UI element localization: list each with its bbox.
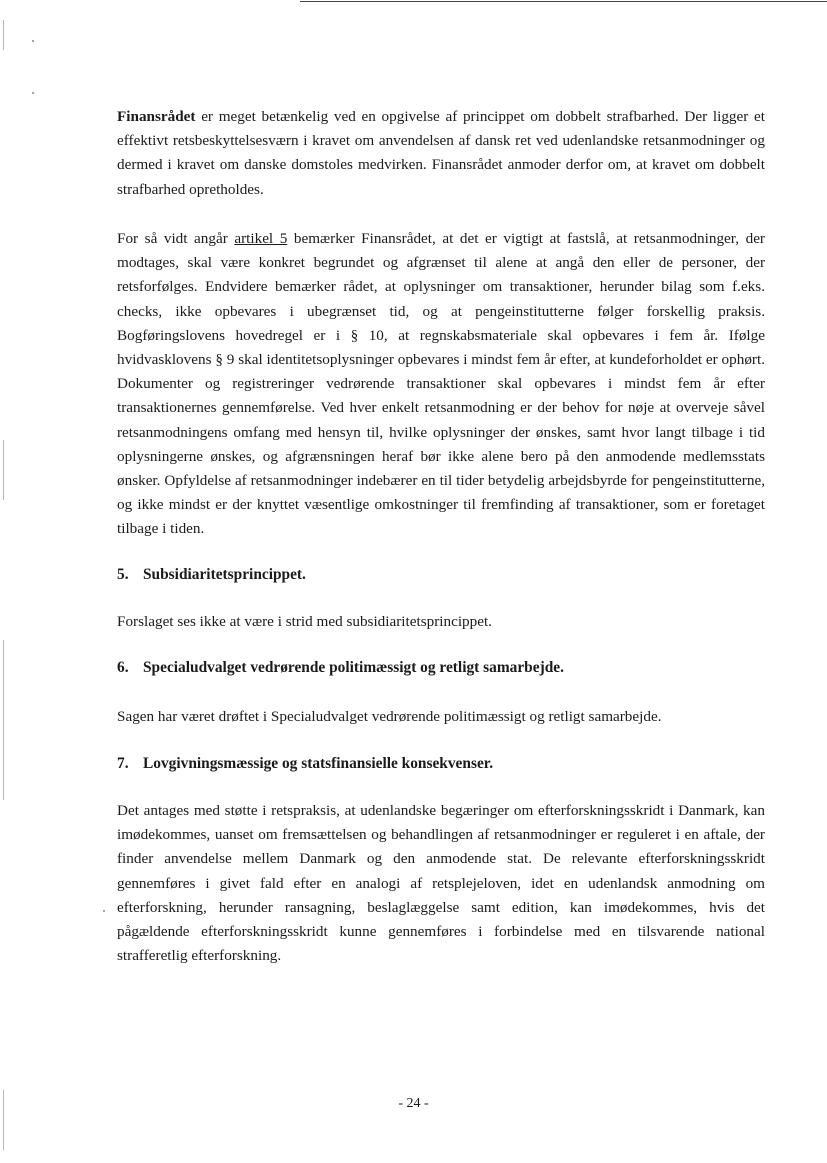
section-number: 5. [117,566,129,583]
scan-edge [3,640,4,800]
section-body-7: Det antages med støtte i retspraksis, at udenlandske begæringer om efterforskningsskridt i Danmark, kan imødekommes, uanset om fremsættelsen og behandlingen af retsanmodninger er reguleret i en aftale, der finder anvendelse mellem Danmark og den anmodende stat. De relevante efterforskningsskridt gennemføres i givet fald efter en analogi af retsplejeloven, idet en udenlandsk anmodning om efterforskning, herunder ransagning, beslaglæggelse samt edition, kan imødekommes, hvis det pågældende efterforskningsskridt kunne gennemføres i forbindelse med en tilsvarende national strafferetlig efterforskning. [117,802,765,965]
section-title: Subsidiaritetsprincippet. [143,566,306,583]
paragraph-lead: Finansrådet [117,108,196,125]
section-number: 6. [117,659,129,676]
paragraph-text: er meget betænkelig ved en opgivelse af princippet om dobbelt strafbarhed. Der ligger et effektivt retsbeskyttelsesværn i kravet om anvendelsen af dansk ret ved udenlandske retsanmodninger og dermed i kravet om danske domstoles medvirken. Finansrådet anmoder derfor om, at kravet om dobbelt strafbarhed opretholdes. [117,108,765,198]
section-heading-7 [117,752,493,776]
paragraph-finansraadet [117,105,765,202]
section-body-6: Sagen har været drøftet i Specialudvalget vedrørende politimæssigt og retligt samarbejde. [117,708,662,725]
artikel-5-reference: artikel 5 [234,230,288,247]
top-rule [300,1,827,2]
section-body-5: Forslaget ses ikke at være i strid med subsidiaritetsprincippet. [117,613,492,630]
paragraph-text: For så vidt angår [117,230,235,247]
section-number: 7. [117,755,129,772]
section-title: Specialudvalget vedrørende politimæssigt og retligt samarbejde. [143,659,564,676]
page-number: - 24 - [398,1096,429,1111]
scan-edge [3,20,4,50]
section-heading-6 [117,656,564,680]
scan-speck [32,40,34,42]
scan-speck [103,910,105,912]
scan-edge [3,440,4,500]
paragraph-text: bemærker Finansrådet, at det er vigtigt at fastslå, at retsanmodninger, der modtages, skal være konkret begrundet og afgrænset til alene at angå den eller de personer, der retsforfølges. Endvidere bemærker rådet, at oplysninger om transaktioner, herunder bilag som f.eks. checks, ikke opbevares i ubegrænset tid, og at pengeinstitutterne følger forskellig praksis. Bogføringslovens hovedregel er i § 10, at regnskabsmateriale skal opbevares i fem år. Ifølge hvidvasklovens § 9 skal identitetsoplysninger opbevares i mindst fem år efter, at kundeforholdet er ophørt. Dokumenter og registreringer vedrørende transaktioner skal opbevares i mindst fem år efter transaktionernes gennemførelse. Ved hver enkelt retsanmodning er der behov for nøje at overveje såvel retsanmodningens omfang med hensyn til, hvilke oplysninger der ønskes, samt hvor langt tilbage i tid oplysningerne ønskes, og afgrænsningen heraf bør ikke alene bero på den anmodende medlemsstats ønsker. Opfyldelse af retsanmodninger indebærer en til tider betydelig arbejdsbyrde for pengeinstitutterne, og ikke mindst er der knyttet væsentlige omkostninger til fremfinding af transaktioner, som er foretaget tilbage i tiden. [117,230,765,538]
scan-speck [32,92,34,94]
paragraph-artikel-5 [117,227,765,542]
section-title: Lovgivningsmæssige og statsfinansielle konsekvenser. [143,755,494,772]
section-heading-5 [117,563,306,587]
